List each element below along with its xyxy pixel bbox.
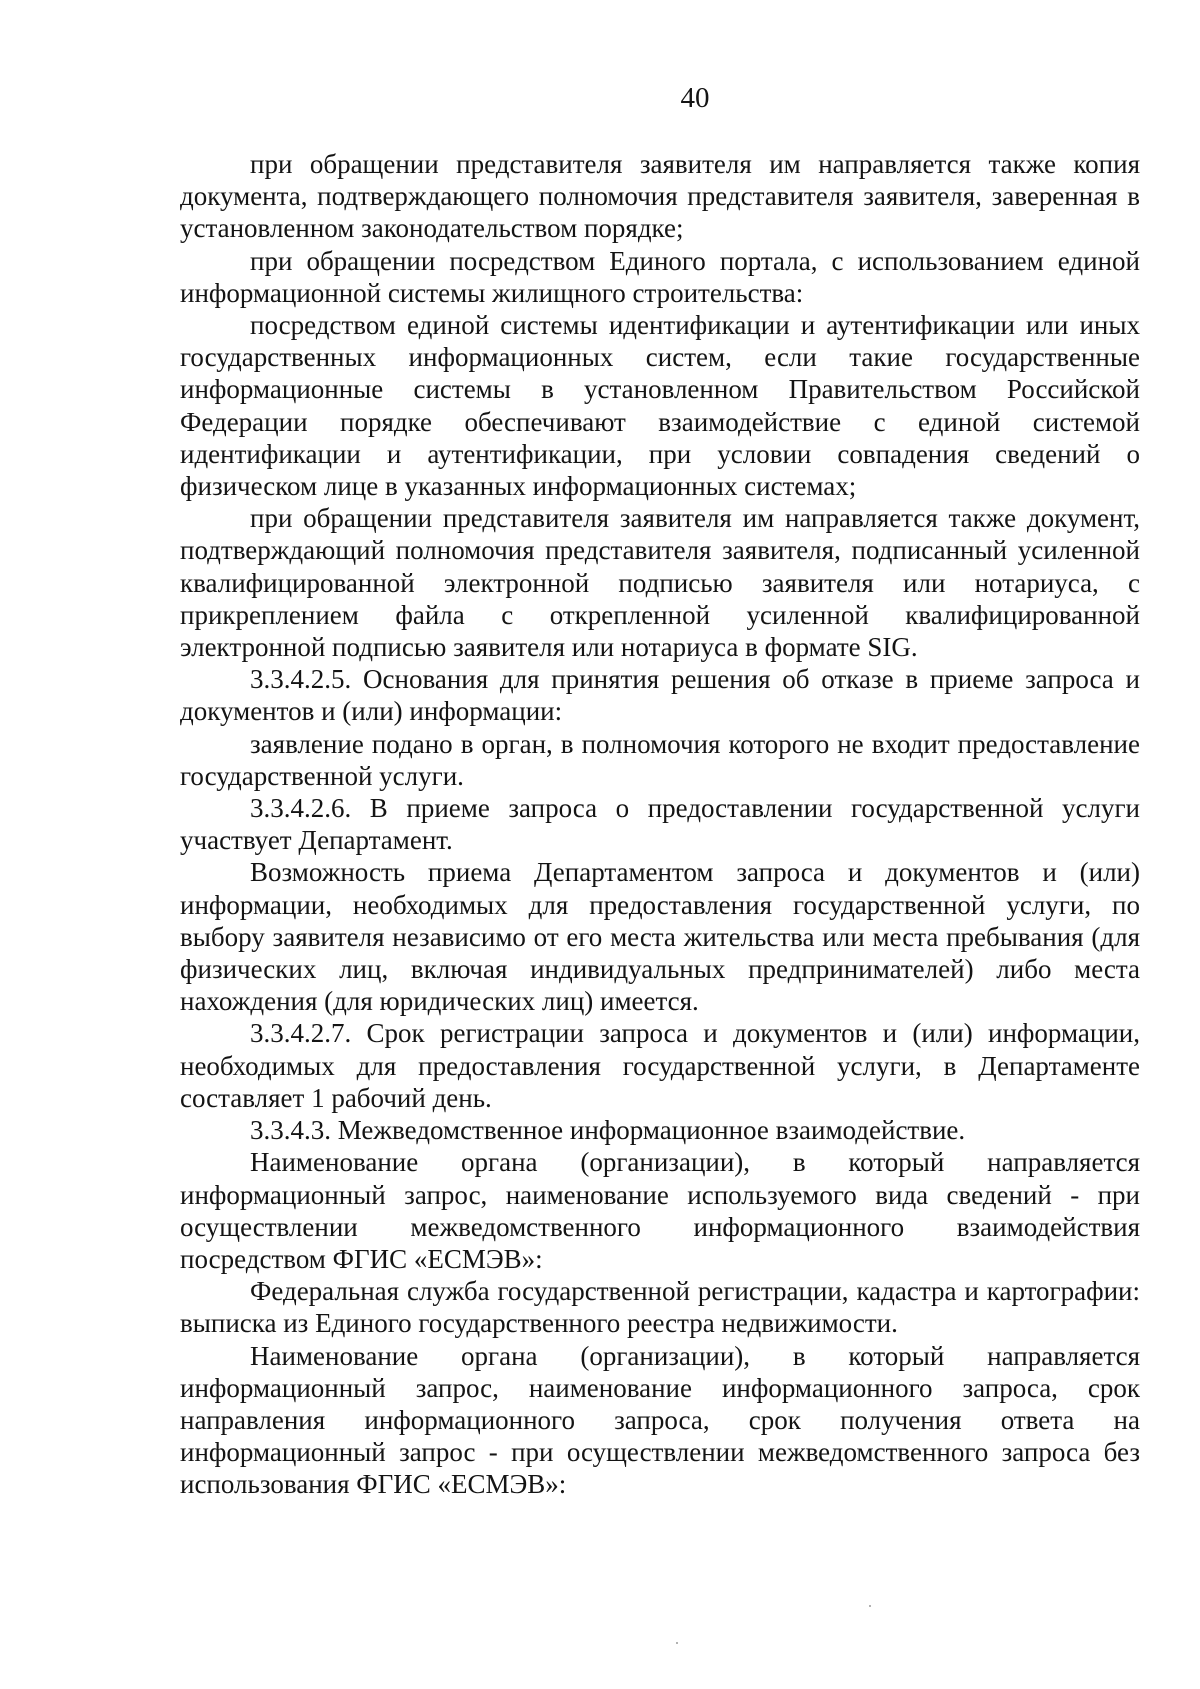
- paragraph: Федеральная служба государственной регистрации, кадастра и картографии: выписка из Единого государственного реестра недвижимости.: [180, 1276, 1140, 1339]
- paragraph: 3.3.4.2.7. Срок регистрации запроса и документов и (или) информации, необходимых для предоставления государственной услуги, в Департаменте составляет 1 рабочий день.: [180, 1018, 1140, 1113]
- paragraph: посредством единой системы идентификации и аутентификации или иных государственных информационных систем, если такие государственные информационные системы в установленном Правительством Российской Федерации порядке обеспечивают взаимодействие с единой системой идентификации и аутентификации, при условии совпадения сведений о физическом лице в указанных информационных системах;: [180, 310, 1140, 502]
- paragraph: 3.3.4.2.5. Основания для принятия решения об отказе в приеме запроса и документов и (или) информации:: [180, 664, 1140, 727]
- page-number: 40: [680, 82, 710, 114]
- paragraph: при обращении представителя заявителя им направляется также документ, подтверждающий полномочия представителя заявителя, подписанный усиленной квалифицированной электронной подписью заявителя или нотариуса, с прикреплением файла с открепленной усиленной квалифицированной электронной подписью заявителя или нотариуса в формате SIG.: [180, 503, 1140, 663]
- paragraph: 3.3.4.2.6. В приеме запроса о предоставлении государственной услуги участвует Департамент.: [180, 793, 1140, 856]
- paragraph: при обращении представителя заявителя им направляется также копия документа, подтверждающего полномочия представителя заявителя, заверенная в установленном законодательством порядке;: [180, 149, 1140, 244]
- paragraph: Наименование органа (организации), в который направляется информационный запрос, наименование информационного запроса, срок направления информационного запроса, срок получения ответа на информационный запрос - при осуществлении межведомственного запроса без использования ФГИС «ЕСМЭВ»:: [180, 1340, 1140, 1500]
- paragraph: заявление подано в орган, в полномочия которого не входит предоставление государственной услуги.: [180, 728, 1140, 791]
- scan-speck: [869, 1605, 871, 1607]
- paragraph: Возможность приема Департаментом запроса и документов и (или) информации, необходимых для предоставления государственной услуги, по выбору заявителя независимо от его места жительства или места пребывания (для физических лиц, включая индивидуальных предпринимателей) либо места нахождения (для юридических лиц) имеется.: [180, 857, 1140, 1017]
- paragraph: Наименование органа (организации), в который направляется информационный запрос, наименование используемого вида сведений - при осуществлении межведомственного информационного взаимодействия посредством ФГИС «ЕСМЭВ»:: [180, 1147, 1140, 1274]
- paragraph: при обращении посредством Единого портала, с использованием единой информационной системы жилищного строительства:: [180, 245, 1140, 308]
- scan-speck: [676, 1642, 678, 1644]
- paragraph: 3.3.4.3. Межведомственное информационное взаимодействие.: [250, 1115, 966, 1146]
- document-body: [180, 148, 1140, 1501]
